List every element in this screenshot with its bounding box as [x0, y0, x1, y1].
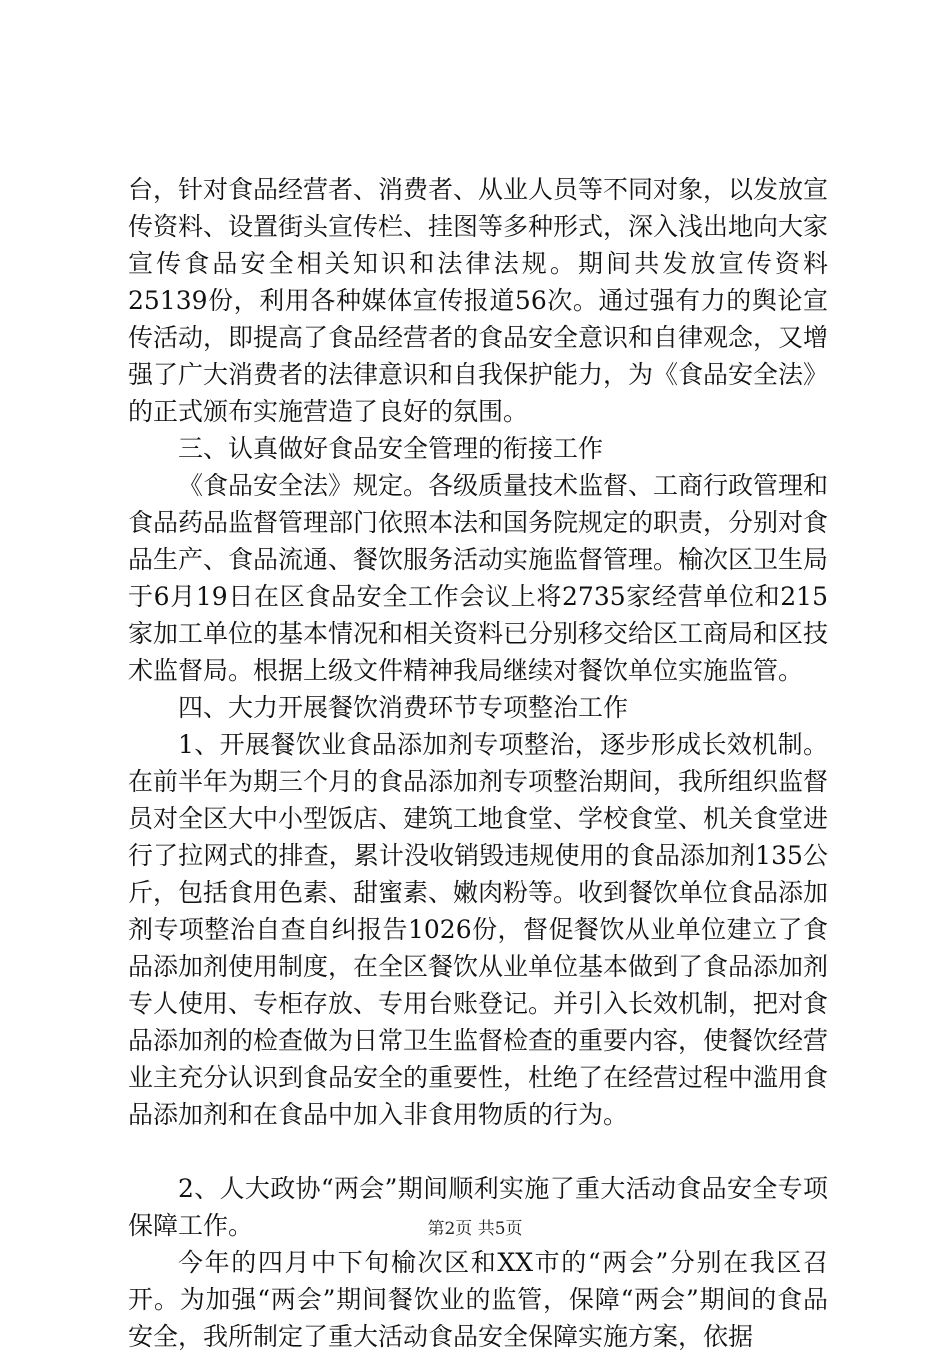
paragraph-additive-rectification: 1、开展餐饮业食品添加剂专项整治，逐步形成长效机制。在前半年为期三个月的食品添加剂专项整治期间，我所组织监督员对全区大中小型饭店、建筑工地食堂、学校食堂、机关食堂进行了拉网式的排查，累计没收销毁违规使用的食品添加剂135公斤，包括食用色素、甜蜜素、嫩肉粉等。收到餐饮单位食品添加剂专项整治自查自纠报告1026份，督促餐饮从业单位建立了食品添加剂使用制度，在全区餐饮从业单位基本做到了食品添加剂专人使用、专柜存放、专用台账登记。并引入长效机制，把对食品添加剂的检查做为日常卫生监督检查的重要内容，使餐饮经营业主充分认识到食品安全的重要性，杜绝了在经营过程中滥用食品添加剂和在食品中加入非食用物质的行为。	[128, 730, 829, 1129]
paragraph-spacer	[128, 1133, 828, 1170]
document-body	[128, 171, 828, 1355]
paragraph-food-safety-law-handover: 《食品安全法》规定。各级质量技术监督、工商行政管理和食品药品监督管理部门依照本法和国务院规定的职责，分别对食品生产、食品流通、餐饮服务活动实施监督管理。榆次区卫生局于6月19日在区食品安全工作会议上将2735家经营单位和215家加工单位的基本情况和相关资料已分别移交给区工商局和区技术监督局。根据上级文件精神我局继续对餐饮单位实施监管。	[128, 471, 829, 685]
section-heading-3: 三、认真做好食品安全管理的衔接工作	[178, 434, 604, 463]
paragraph-two-sessions-body: 今年的四月中下旬榆次区和XX市的“两会”分别在我区召开。为加强“两会”期间餐饮业的监管，保障“两会”期间的食品安全，我所制定了重大活动食品安全保障实施方案，依据	[128, 1248, 828, 1351]
page-footer: 第2页 共5页	[427, 1219, 523, 1239]
section-heading-4: 四、大力开展餐饮消费环节专项整治工作	[178, 693, 629, 722]
paragraph-publicity-continuation: 台，针对食品经营者、消费者、从业人员等不同对象，以发放宣传资料、设置街头宣传栏、挂图等多种形式，深入浅出地向大家宣传食品安全相关知识和法律法规。期间共发放宣传资料25139份，利用各种媒体宣传报道56次。通过强有力的舆论宣传活动，即提高了食品经营者的食品安全意识和自律观念，又增强了广大消费者的法律意识和自我保护能力，为《食品安全法》的正式颁布实施营造了良好的氛围。	[128, 175, 829, 426]
paragraph-two-sessions-heading: 2、人大政协“两会”期间顺利实施了重大活动食品安全专项保障工作。	[128, 1174, 828, 1240]
